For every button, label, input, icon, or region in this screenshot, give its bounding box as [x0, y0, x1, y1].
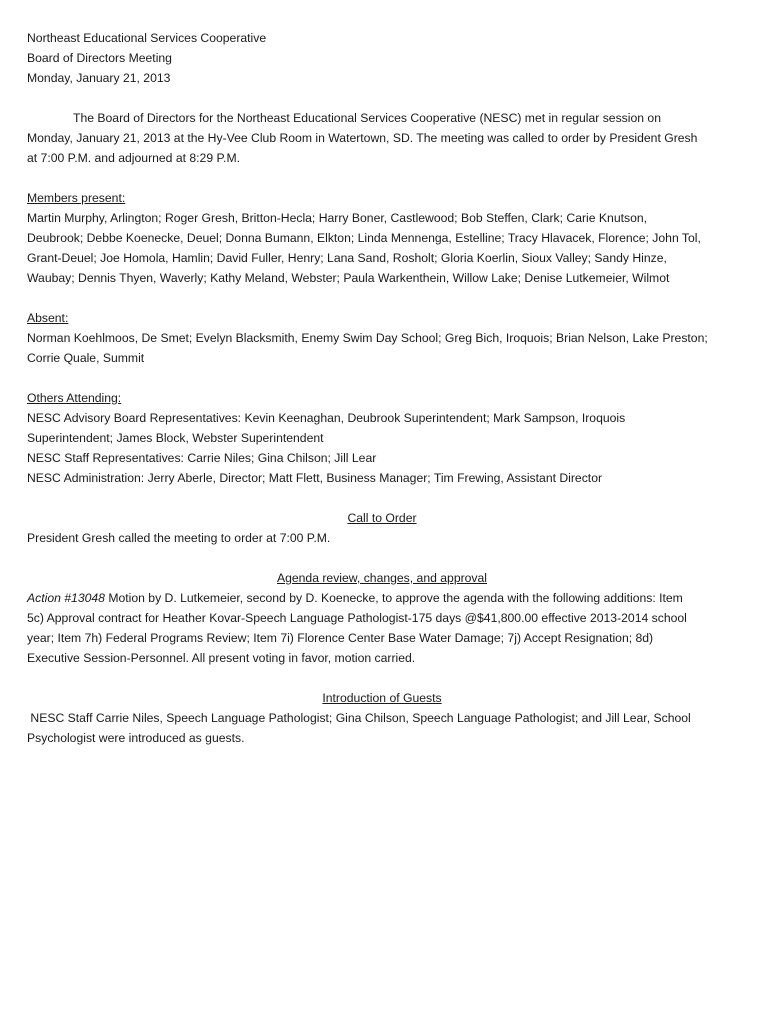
intro-line: The Board of Directors for the Northeast Educational Services Cooperative (NESC) met in regular session on — [73, 111, 661, 125]
agenda-line — [27, 588, 737, 608]
meeting-date: Monday, January 21, 2013 — [27, 71, 171, 85]
others-line: NESC Administration: Jerry Aberle, Director; Matt Flett, Business Manager; Tim Frewing, Assistant Director — [27, 471, 603, 485]
call-to-order-heading: Call to Order — [347, 511, 417, 525]
absent-heading: Absent: — [27, 311, 69, 325]
action-number: Action #13048 — [27, 591, 105, 605]
absent-line: Corrie Quale, Summit — [27, 351, 145, 365]
intro-paragraph — [27, 108, 737, 168]
members-present-heading: Members present: — [27, 191, 126, 205]
guests-line: Psychologist were introduced as guests. — [27, 731, 245, 745]
agenda-line: year; Item 7h) Federal Programs Review; Item 7i) Florence Center Base Water Damage; 7j) Accept Resignation; 8d) — [27, 631, 654, 645]
members-line: Martin Murphy, Arlington; Roger Gresh, Britton-Hecla; Harry Boner, Castlewood; Bob Steffen, Clark; Carie Knutson, — [27, 211, 648, 225]
org-name: Northeast Educational Services Cooperative — [27, 31, 267, 45]
others-attending-heading: Others Attending: — [27, 391, 122, 405]
members-line: Deubrook; Debbe Koenecke, Deuel; Donna Bumann, Elkton; Linda Mennenga, Estelline; Tracy Hlavacek, Florence; John Tol, — [27, 231, 701, 245]
document-header — [27, 28, 737, 88]
intro-line: at 7:00 P.M. and adjourned at 8:29 P.M. — [27, 151, 240, 165]
guests-heading: Introduction of Guests — [322, 691, 442, 705]
members-present-section — [27, 188, 737, 288]
agenda-line: 5c) Approval contract for Heather Kovar-Speech Language Pathologist-175 days @$41,800.00 effective 2013-2014 school — [27, 611, 687, 625]
others-line: Superintendent; James Block, Webster Superintendent — [27, 431, 324, 445]
members-line: Waubay; Dennis Thyen, Waverly; Kathy Meland, Webster; Paula Warkenthein, Willow Lake; Denise Lutkemeier, Wilmot — [27, 271, 670, 285]
others-line: NESC Staff Representatives: Carrie Niles; Gina Chilson; Jill Lear — [27, 451, 377, 465]
others-attending-section — [27, 388, 737, 488]
agenda-heading: Agenda review, changes, and approval — [276, 571, 488, 585]
agenda-line: Executive Session-Personnel. All present voting in favor, motion carried. — [27, 651, 416, 665]
call-to-order-text: President Gresh called the meeting to order at 7:00 P.M. — [27, 531, 331, 545]
absent-section — [27, 308, 737, 368]
call-to-order-section — [27, 508, 737, 548]
others-line: NESC Advisory Board Representatives: Kevin Keenaghan, Deubrook Superintendent; Mark Sampson, Iroquois — [27, 411, 626, 425]
meeting-title: Board of Directors Meeting — [27, 51, 172, 65]
guests-section — [27, 688, 737, 748]
intro-line: Monday, January 21, 2013 at the Hy-Vee Club Room in Watertown, SD. The meeting was called to order by President Gresh — [27, 131, 698, 145]
agenda-motion-text: Motion by D. Lutkemeier, second by D. Koenecke, to approve the agenda with the following additions: Item — [104, 591, 683, 605]
absent-line: Norman Koehlmoos, De Smet; Evelyn Blacksmith, Enemy Swim Day School; Greg Bich, Iroquois; Brian Nelson, Lake Preston; — [27, 331, 708, 345]
guests-line: NESC Staff Carrie Niles, Speech Language Pathologist; Gina Chilson, Speech Language Pathologist; and Jill Lear, School — [27, 711, 691, 725]
minutes-document — [27, 28, 737, 748]
members-line: Grant-Deuel; Joe Homola, Hamlin; David Fuller, Henry; Lana Sand, Rosholt; Gloria Koerlin, Sioux Valley; Sandy Hinze, — [27, 251, 667, 265]
agenda-section — [27, 568, 737, 668]
